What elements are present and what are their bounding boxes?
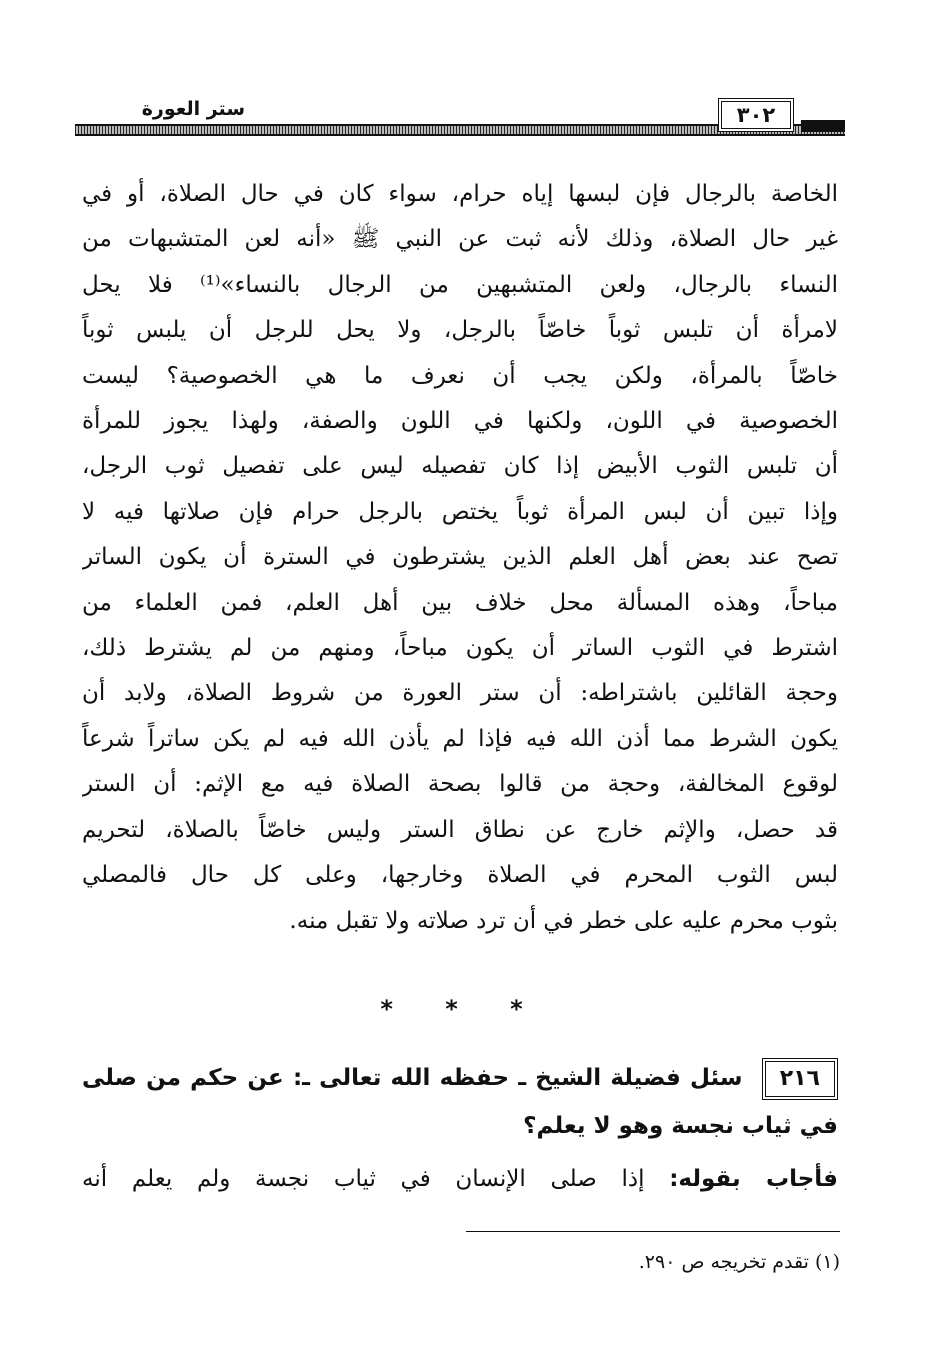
running-title: ستر العورة bbox=[141, 98, 245, 120]
main-text bbox=[82, 172, 838, 944]
text-line: قد حصل، والإثم خارج عن نطاق الستر وليس خاصّاً بالصلاة، لتحريم bbox=[82, 816, 838, 843]
answer-block bbox=[82, 1156, 838, 1202]
text-line: تصح عند بعض أهل العلم الذين يشترطون في السترة أن يكون الساتر bbox=[82, 544, 838, 571]
text-line: وإذا تبين أن لبس المرأة ثوباً يختص بالرجل حرام فإن صلاتها فيه لا bbox=[82, 498, 838, 525]
text-line: اشترط في الثوب الساتر أن يكون مباحاً، ومنهم من لم يشترط ذلك، bbox=[82, 635, 838, 662]
text-line: أن تلبس الثوب الأبيض إذا كان تفصيله ليس على تفصيل ثوب الرجل، bbox=[82, 453, 838, 480]
header-ornament bbox=[801, 120, 845, 132]
answer-lead: فأجاب بقوله: bbox=[669, 1166, 838, 1192]
page-number: ٣٠٢ bbox=[718, 98, 794, 132]
footnote-divider bbox=[466, 1231, 840, 1232]
text-line: بثوب محرم عليه على خطر في أن ترد صلاته ولا تقبل منه. bbox=[289, 907, 838, 934]
text-line: لبس الثوب المحرم في الصلاة وخارجها، وعلى كل حال فالمصلي bbox=[82, 862, 838, 889]
section-separator: * * * bbox=[380, 995, 545, 1023]
text-line: الخاصة بالرجال فإن لبسها إياه حرام، سواء كان في حال الصلاة، أو في bbox=[82, 181, 838, 207]
text-line: يكون الشرط مما أذن الله فيه فإذا لم يأذن الله فيه لم يكن ساتراً شرعاً bbox=[82, 725, 838, 752]
text-line: لامرأة أن تلبس ثوباً خاصّاً بالرجل، ولا يحل للرجل أن يلبس ثوباً bbox=[82, 317, 838, 344]
text-line: خاصّاً بالمرأة، ولكن يجب أن نعرف ما هي الخصوصية؟ ليست bbox=[82, 362, 838, 389]
text-line: مباحاً، وهذه المسألة محل خلاف بين أهل العلم، فمن العلماء من bbox=[82, 589, 838, 616]
text-line: النساء بالرجال، ولعن المتشبهين من الرجال بالنساء»⁽¹⁾ فلا يحل bbox=[82, 271, 838, 298]
answer-text: إذا صلى الإنسان في ثياب نجسة ولم يعلم أنه bbox=[82, 1166, 645, 1192]
text-line: الخصوصية في اللون، ولكنها في اللون والصفة، ولهذا يجوز للمرأة bbox=[82, 408, 838, 435]
question-number: ٢١٦ bbox=[762, 1058, 838, 1100]
question-text: سئل فضيلة الشيخ ـ حفظه الله تعالى ـ: عن حكم من صلى في ثياب نجسة وهو لا يعلم؟ bbox=[82, 1065, 838, 1139]
page-header bbox=[75, 96, 845, 138]
footnote: (١) تقدم تخريجه ص ٢٩٠. bbox=[638, 1251, 840, 1273]
text-line: غير حال الصلاة، وذلك لأنه ثبت عن النبي ﷺ «أنه لعن المتشبهات من bbox=[82, 226, 838, 253]
text-line: لوقوع المخالفة، وحجة من قالوا بصحة الصلاة فيه مع الإثم: أن الستر bbox=[82, 771, 838, 798]
text-line: وحجة القائلين باشتراطه: أن ستر العورة من شروط الصلاة، ولابد أن bbox=[82, 680, 838, 707]
question-block bbox=[82, 1054, 838, 1150]
